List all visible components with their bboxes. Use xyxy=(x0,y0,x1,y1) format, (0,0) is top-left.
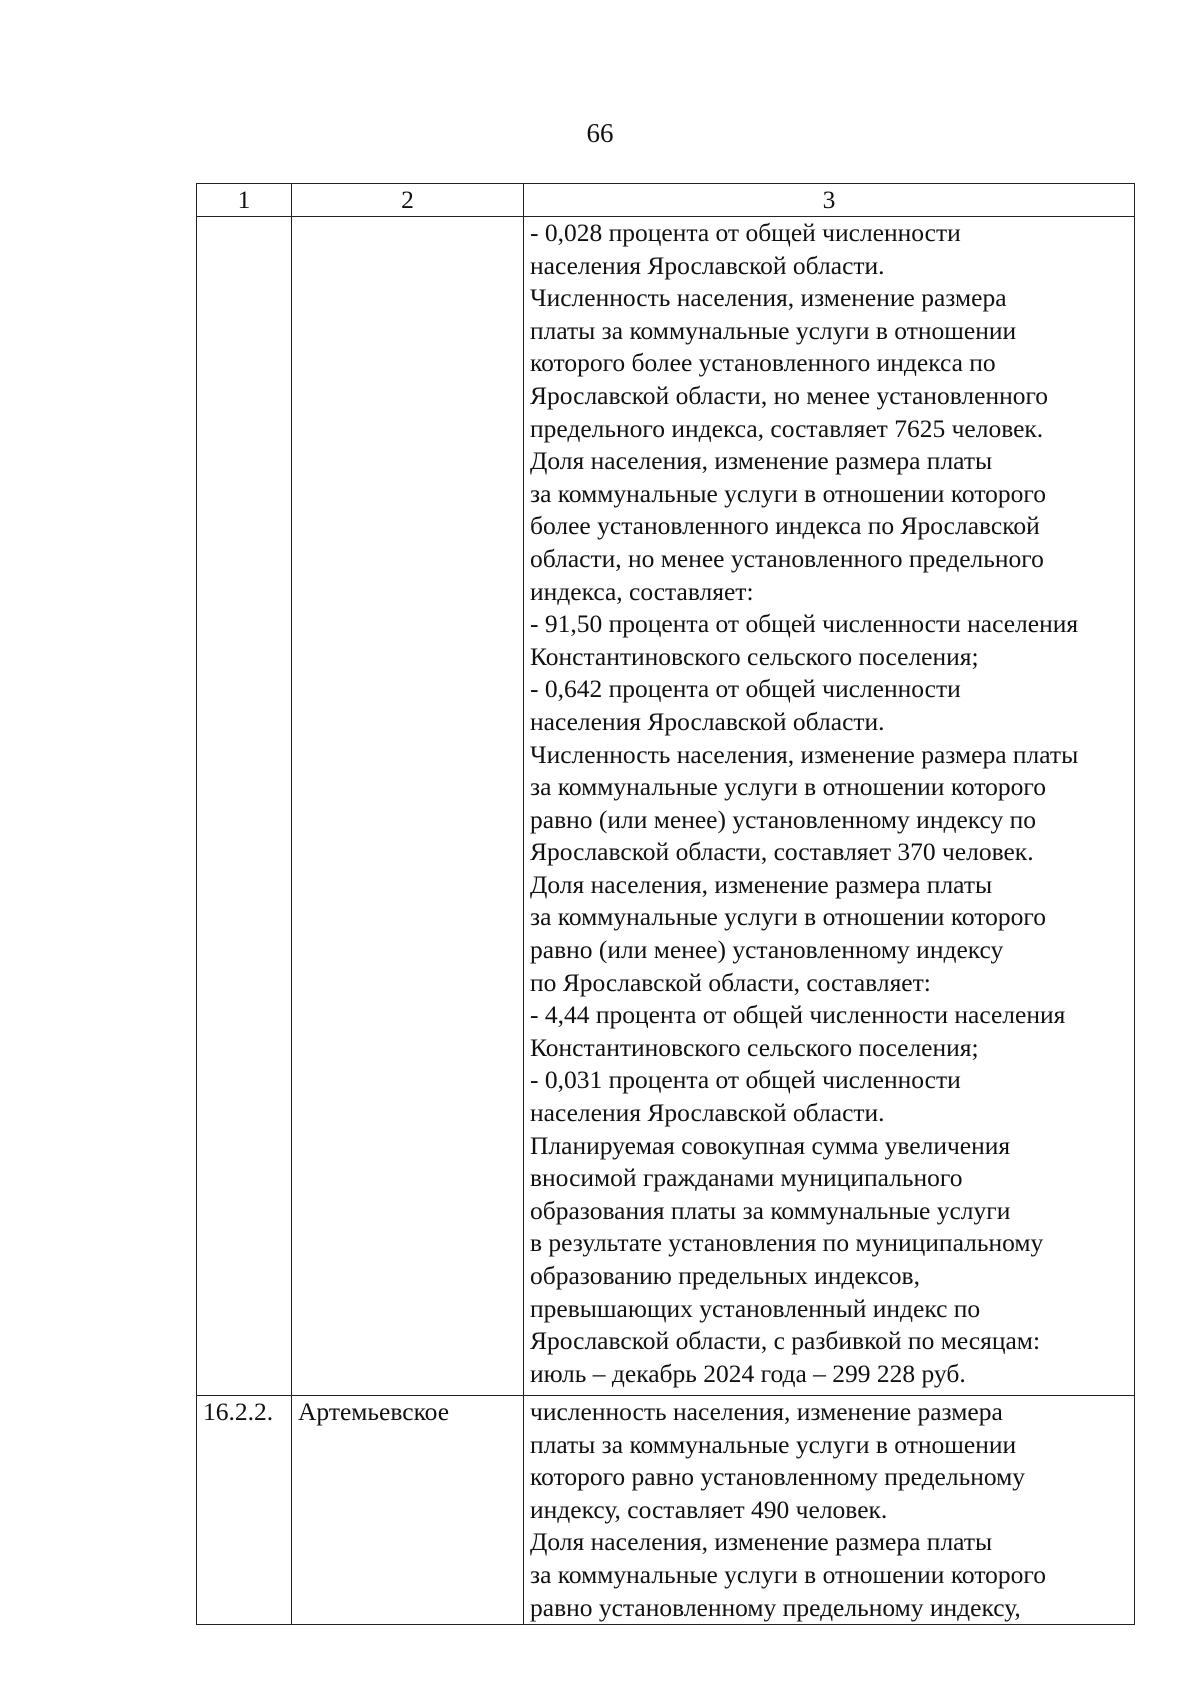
text-line: - 91,50 процента от общей численности населения xyxy=(530,609,1079,639)
text-line: предельного индекса, составляет 7625 человек. xyxy=(530,413,1044,443)
description-cell xyxy=(524,1396,1135,1625)
text-line: Численность населения, изменение размера xyxy=(530,283,1007,313)
text-line: Доля населения, изменение размера платы xyxy=(530,869,993,899)
settlement-name-cell: Артемьевское xyxy=(292,1396,524,1625)
text-line: населения Ярославской области. xyxy=(530,1098,885,1128)
column-header-3: 3 xyxy=(524,184,1135,217)
text-line: Численность населения, изменение размера платы xyxy=(530,739,1079,769)
text-line: более установленного индекса по Ярославской xyxy=(530,511,1040,541)
text-line: индексу, составляет 490 человек. xyxy=(530,1494,888,1524)
text-line: - 0,031 процента от общей численности xyxy=(530,1065,961,1095)
text-line: платы за коммунальные услуги в отношении xyxy=(530,315,1017,345)
text-line: образования платы за коммунальные услуги xyxy=(530,1195,1011,1225)
settlement-name-cell xyxy=(292,217,524,1396)
column-header-1: 1 xyxy=(197,184,292,217)
text-line: - 4,44 процента от общей численности населения xyxy=(530,1000,1066,1030)
text-line: Ярославской области, составляет 370 человек. xyxy=(530,837,1034,867)
text-line: превышающих установленный индекс по xyxy=(530,1293,981,1323)
text-line: численность населения, изменение размера xyxy=(530,1397,1003,1426)
text-line: которого равно установленному предельному xyxy=(530,1462,1026,1492)
table-header xyxy=(197,184,1135,217)
column-header-2: 2 xyxy=(292,184,524,217)
text-line: Константиновского сельского поселения; xyxy=(530,1032,979,1062)
table-row xyxy=(197,1396,1135,1625)
text-line: Константиновского сельского поселения; xyxy=(530,641,979,671)
municipal-index-table xyxy=(196,183,1135,1625)
text-line: вносимой гражданами муниципального xyxy=(530,1163,963,1193)
text-line: Ярославской области, но менее установленного xyxy=(530,380,1049,410)
text-line: Доля населения, изменение размера платы xyxy=(530,446,993,476)
text-line: - 0,642 процента от общей численности xyxy=(530,674,961,704)
text-line: Ярославской области, с разбивкой по месяцам: xyxy=(530,1326,1041,1356)
text-line: июль – декабрь 2024 года – 299 228 руб. xyxy=(530,1358,966,1388)
text-line: по Ярославской области, составляет: xyxy=(530,967,931,997)
text-line: за коммунальные услуги в отношении которого xyxy=(530,1559,1046,1589)
text-line: которого более установленного индекса по xyxy=(530,348,996,378)
text-line: за коммунальные услуги в отношении которого xyxy=(530,772,1046,802)
page-number: 66 xyxy=(586,118,614,148)
text-line: населения Ярославской области. xyxy=(530,250,885,280)
text-line: равно (или менее) установленному индексу xyxy=(530,935,1004,965)
text-line: за коммунальные услуги в отношении которого xyxy=(530,902,1046,932)
text-line: платы за коммунальные услуги в отношении xyxy=(530,1429,1017,1459)
text-line: равно (или менее) установленному индексу по xyxy=(530,804,1037,834)
text-line: равно установленному предельному индексу, xyxy=(530,1592,1021,1622)
header-row xyxy=(197,184,1135,217)
text-line: области, но менее установленного предельного xyxy=(530,543,1044,573)
text-line: образованию предельных индексов, xyxy=(530,1261,920,1290)
text-line: Планируемая совокупная сумма увеличения xyxy=(530,1130,1011,1160)
text-line: индекса, составляет: xyxy=(530,576,754,606)
text-line: в результате установления по муниципальному xyxy=(530,1228,1044,1258)
row-number-cell xyxy=(197,217,292,1396)
description-cell xyxy=(524,217,1135,1396)
row-number-cell: 16.2.2. xyxy=(197,1396,292,1625)
table-row xyxy=(197,217,1135,1396)
text-line: Доля населения, изменение размера платы xyxy=(530,1527,993,1557)
text-line: - 0,028 процента от общей численности xyxy=(530,218,961,247)
text-line: населения Ярославской области. xyxy=(530,706,885,736)
text-line: за коммунальные услуги в отношении которого xyxy=(530,478,1046,508)
